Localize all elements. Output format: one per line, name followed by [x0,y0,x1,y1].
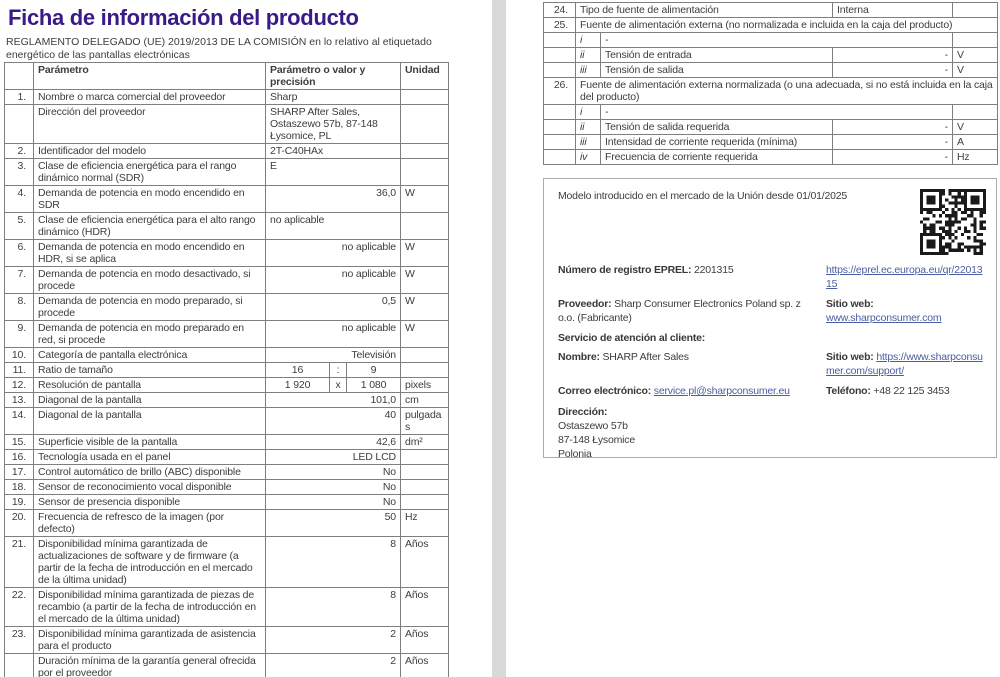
value-cell: - [833,48,953,63]
table-row [5,480,449,495]
param-cell: Superficie visible de la pantalla [34,435,266,450]
phone-number: +48 22 125 3453 [873,385,950,397]
row-number-empty [544,33,576,48]
unit-cell: V [953,120,998,135]
param-cell: Tipo de fuente de alimentación [576,3,833,18]
roman-numeral-cell: i [576,105,601,120]
group-header-row [544,78,998,105]
value-cell: 2 [266,627,401,654]
address-line: Polonia [558,448,592,460]
unit-cell [401,495,449,510]
value-cell: 8 [266,537,401,588]
supplier-info [558,297,826,325]
value-cell: Interna [833,3,953,18]
value-cell: no aplicable [266,267,401,294]
service-name [558,350,826,364]
roman-numeral-cell: i [576,33,601,48]
eprel-registration [558,263,826,277]
table-row [5,294,449,321]
table-row [5,186,449,213]
table-row [5,240,449,267]
row-number: 6. [5,240,34,267]
supplier-name: Sharp Consumer Electronics Poland sp. z o.o. (Fabricante) [558,298,801,324]
table-row [5,363,449,378]
param-cell: - [601,105,953,120]
param-cell: Resolución de pantalla [34,378,266,393]
param-cell: Diagonal de la pantalla [34,408,266,435]
table-row [5,393,449,408]
row-number: 24. [544,3,576,18]
value-cell: 40 [266,408,401,435]
row-number: 9. [5,321,34,348]
row-number: 14. [5,408,34,435]
row-number: 1. [5,90,34,105]
table-row [5,627,449,654]
table-row [5,435,449,450]
unit-cell: A [953,135,998,150]
unit-cell [401,213,449,240]
param-cell: Sensor de presencia disponible [34,495,266,510]
table-row [5,321,449,348]
row-number: 13. [5,393,34,408]
unit-cell: W [401,240,449,267]
value-cell: 0,5 [266,294,401,321]
param-cell: Intensidad de corriente requerida (mínima) [601,135,833,150]
unit-cell: cm [401,393,449,408]
value-cell: no aplicable [266,213,401,240]
row-number: 10. [5,348,34,363]
table-row [5,450,449,465]
eprel-link[interactable]: https://eprel.ec.europa.eu/qr/2201315 [826,264,983,290]
header-value: Parámetro o valor y precisión [266,63,401,90]
unit-cell [401,465,449,480]
unit-cell [401,159,449,186]
page-divider [492,0,506,677]
value-separator-cell: : [330,363,347,378]
table-row [5,588,449,627]
row-number: 5. [5,213,34,240]
row-number: 7. [5,267,34,294]
table-row [5,654,449,677]
unit-cell: Hz [401,510,449,537]
row-number-empty [544,150,576,165]
unit-cell [401,480,449,495]
table-row [5,495,449,510]
param-cell: Frecuencia de refresco de la imagen (por defecto) [34,510,266,537]
row-number: 17. [5,465,34,480]
param-cell: Demanda de potencia en modo preparado en red, si procede [34,321,266,348]
row-number: 11. [5,363,34,378]
table-header-row [5,63,449,90]
row-number: 23. [5,627,34,654]
table-row [5,348,449,363]
row-number: 12. [5,378,34,393]
sub-row [544,135,998,150]
value-cell: 42,6 [266,435,401,450]
unit-cell: pixels [401,378,449,393]
param-cell: Demanda de potencia en modo encendido en HDR, si se aplica [34,240,266,267]
table-row [5,378,449,393]
table-row [5,408,449,435]
param-cell: Sensor de reconocimiento vocal disponible [34,480,266,495]
sub-row [544,33,998,48]
param-cell: Tensión de salida [601,63,833,78]
group-title-cell: Fuente de alimentación externa (no normalizada e incluida en la caja del producto) [576,18,998,33]
value-cell: no aplicable [266,321,401,348]
email-label: Correo electrónico: [558,385,652,397]
customer-service-label: Servicio de atención al cliente: [558,332,706,344]
value-cell: 101,0 [266,393,401,408]
value-cell: 36,0 [266,186,401,213]
row-number [5,105,34,144]
service-name-value: SHARP After Sales [602,351,689,363]
unit-cell [401,105,449,144]
eprel-label: Número de registro EPREL: [558,264,692,276]
row-number: 20. [5,510,34,537]
param-cell: Demanda de potencia en modo preparado, si procede [34,294,266,321]
group-header-row [544,18,998,33]
table-row [5,105,449,144]
value-cell: No [266,465,401,480]
power-supply-table [543,2,998,165]
table-row [5,144,449,159]
param-cell: Demanda de potencia en modo desactivado, si procede [34,267,266,294]
row-number: 19. [5,495,34,510]
table-row [5,537,449,588]
row-number: 18. [5,480,34,495]
table-row [5,90,449,105]
param-cell: Control automático de brillo (ABC) disponible [34,465,266,480]
phone-label: Teléfono: [826,385,871,397]
value-cell: E [266,159,401,186]
param-cell: Identificador del modelo [34,144,266,159]
value-cell: LED LCD [266,450,401,465]
roman-numeral-cell: iv [576,150,601,165]
param-cell: Clase de eficiencia energética para el alto rango dinámico (HDR) [34,213,266,240]
table-row [544,3,998,18]
address-block [558,405,987,461]
roman-numeral-cell: iii [576,63,601,78]
param-cell: Duración mínima de la garantía general ofrecida por el proveedor [34,654,266,677]
unit-cell: Hz [953,150,998,165]
unit-cell: Años [401,627,449,654]
row-number: 16. [5,450,34,465]
sub-row [544,48,998,63]
row-number-empty [544,105,576,120]
unit-cell: W [401,321,449,348]
unit-cell: Años [401,588,449,627]
unit-cell: dm² [401,435,449,450]
value-cell: - [833,150,953,165]
header-num-cell [5,63,34,90]
product-parameters-table [4,62,449,677]
param-cell: Disponibilidad mínima garantizada de piezas de recambio (a partir de la fecha de introducción en el mercado de la última unidad) [34,588,266,627]
value-cell: 9 [347,363,401,378]
row-number: 26. [544,78,576,105]
unit-cell: W [401,186,449,213]
param-cell: Ratio de tamaño [34,363,266,378]
row-number: 8. [5,294,34,321]
unit-cell [401,90,449,105]
page-title: Ficha de información del producto [8,5,359,30]
param-cell: Tensión de entrada [601,48,833,63]
value-cell: 50 [266,510,401,537]
unit-cell: Años [401,537,449,588]
unit-cell [401,144,449,159]
table-row [5,213,449,240]
param-cell: Tensión de salida requerida [601,120,833,135]
unit-cell [953,33,998,48]
support-website-link[interactable]: https://www.sharpconsumer.com/support/ [826,351,983,377]
param-cell: Disponibilidad mínima garantizada de asistencia para el producto [34,627,266,654]
value-separator-cell: x [330,378,347,393]
email-link[interactable]: service.pl@sharpconsumer.eu [653,385,790,397]
param-cell: - [601,33,953,48]
table-row [5,510,449,537]
unit-cell: V [953,63,998,78]
value-cell: 1 080 [347,378,401,393]
address-label: Dirección: [558,406,608,418]
value-cell: Televisión [266,348,401,363]
value-cell: SHARP After Sales, Ostaszewo 57b, 87-148 Łysomice, PL [266,105,401,144]
website2-label: Sitio web: [826,351,874,363]
value-cell: 1 920 [266,378,330,393]
unit-cell: W [401,294,449,321]
address-line: 87-148 Łysomice [558,434,635,446]
header-unit: Unidad [401,63,449,90]
unit-cell: W [401,267,449,294]
regulation-subtitle: REGLAMENTO DELEGADO (UE) 2019/2013 DE LA COMISIÓN en lo relativo al etiquetado energético de las pantallas electrónicas [6,36,432,61]
unit-cell [953,105,998,120]
sub-row [544,120,998,135]
email-info [558,384,826,398]
param-cell: Nombre o marca comercial del proveedor [34,90,266,105]
row-number-empty [544,135,576,150]
row-number: 25. [544,18,576,33]
supplier-label: Proveedor: [558,298,612,310]
unit-cell [401,450,449,465]
unit-cell [953,3,998,18]
value-cell: 16 [266,363,330,378]
row-number [5,654,34,677]
group-title-cell: Fuente de alimentación externa normalizada (o una adecuada, si no está incluida en la caja del producto) [576,78,998,105]
phone-info [826,384,987,398]
row-number-empty [544,63,576,78]
value-cell: No [266,495,401,510]
param-cell: Disponibilidad mínima garantizada de actualizaciones de software y de firmware (a partir de la fecha de introducción en el mercado de la última unidad) [34,537,266,588]
value-cell: no aplicable [266,240,401,267]
row-number: 2. [5,144,34,159]
market-intro-text: Modelo introducido en el mercado de la Unión desde 01/01/2025 [558,190,848,202]
param-cell: Tecnología usada en el panel [34,450,266,465]
param-cell: Diagonal de la pantalla [34,393,266,408]
website-label: Sitio web: [826,298,874,310]
row-number: 21. [5,537,34,588]
table-row [5,465,449,480]
row-number-empty [544,48,576,63]
roman-numeral-cell: ii [576,120,601,135]
sub-row [544,63,998,78]
name-label: Nombre: [558,351,600,363]
roman-numeral-cell: ii [576,48,601,63]
supplier-website-link[interactable]: www.sharpconsumer.com [826,312,942,324]
row-number: 3. [5,159,34,186]
table-row [5,159,449,186]
value-cell: - [833,120,953,135]
unit-cell [401,363,449,378]
qr-code [919,189,987,255]
row-number: 22. [5,588,34,627]
table-row [5,267,449,294]
param-cell: Demanda de potencia en modo encendido en SDR [34,186,266,213]
unit-cell [401,348,449,363]
unit-cell: Años [401,654,449,677]
value-cell: Sharp [266,90,401,105]
eprel-number: 2201315 [694,264,734,276]
value-cell: - [833,135,953,150]
param-cell: Categoría de pantalla electrónica [34,348,266,363]
sub-row [544,150,998,165]
value-cell: No [266,480,401,495]
value-cell: 2T-C40HAx [266,144,401,159]
row-number: 15. [5,435,34,450]
param-cell: Frecuencia de corriente requerida [601,150,833,165]
value-cell: 2 [266,654,401,677]
sub-row [544,105,998,120]
unit-cell: pulgadas [401,408,449,435]
row-number: 4. [5,186,34,213]
roman-numeral-cell: iii [576,135,601,150]
market-info-box [543,178,997,458]
header-param: Parámetro [34,63,266,90]
unit-cell: V [953,48,998,63]
value-cell: 8 [266,588,401,627]
value-cell: - [833,63,953,78]
param-cell: Clase de eficiencia energética para el rango dinámico normal (SDR) [34,159,266,186]
row-number-empty [544,120,576,135]
param-cell: Dirección del proveedor [34,105,266,144]
address-line: Ostaszewo 57b [558,420,628,432]
